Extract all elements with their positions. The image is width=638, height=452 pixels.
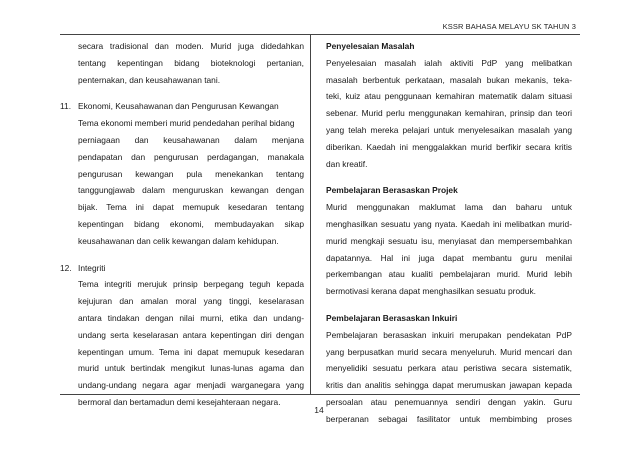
text-line: penternakan, dan keusahawanan tani.	[78, 74, 221, 85]
text-line: Murid menggunakan maklumat lama dan baharu untuk	[326, 202, 572, 213]
section-pembelajaran-projek	[326, 182, 572, 300]
section-number: 12.	[60, 262, 72, 273]
column-divider	[310, 34, 311, 394]
text-line: secara tradisional dan moden. Murid juga didedahkan	[78, 41, 304, 51]
section-penyelesaian-masalah	[326, 38, 572, 172]
text-line: murid mengkaji sesuatu isu, menyiasat dan mempersembahkan	[326, 235, 572, 246]
text-line: yang berpusatkan murid secara menyeluruh. Murid mencari dan	[326, 346, 572, 357]
section-title: Ekonomi, Keusahawanan dan Pengurusan Kewangan	[78, 101, 279, 112]
text-line: menyelidiki sesuatu perkara atau peristiwa secara sistematik,	[326, 363, 572, 374]
section-title: Pembelajaran Berasaskan Projek	[326, 185, 458, 196]
text-line: pendapatan dan pengurusan perdagangan, manakala	[78, 151, 304, 162]
text-line: masalah berbentuk perkataan, masalah bukan mekanis, teka-	[326, 74, 572, 85]
text-line: sebenar. Murid perlu menggunakan kemahiran, prinsip dan teori	[326, 108, 572, 119]
text-line: keusahawanan dan celik kewangan dalam kehidupan.	[78, 235, 279, 246]
text-line: Tema ekonomi memberi murid pendedahan perihal bidang	[78, 118, 295, 129]
text-line: murid untuk bertindak mengikut lunas-lunas agama dan	[78, 363, 304, 374]
text-line: perkembangan atau kualiti pembelajaran murid. Murid lebih	[326, 269, 572, 280]
right-column	[326, 38, 572, 428]
running-header: KSSR BAHASA MELAYU SK TAHUN 3	[442, 22, 576, 31]
section-body	[60, 115, 304, 249]
intro-paragraph	[60, 38, 304, 88]
section-number: 11.	[60, 101, 72, 112]
left-column	[60, 38, 304, 411]
header-rule	[60, 34, 580, 35]
text-line: kepentingan umum. Tema ini dapat memupuk kesedaran	[78, 346, 304, 357]
text-line: dapatannya. Hal ini juga dapat membantu guru menilai	[326, 252, 572, 263]
text-line: kejujuran dan amalan moral yang tinggi, keselarasan	[78, 296, 304, 307]
text-line: antara tindakan dengan nilai murni, etika dan undang-	[78, 312, 304, 323]
footer-rule	[60, 394, 580, 395]
text-line: Tema integriti merujuk prinsip berpegang teguh kepada	[78, 279, 304, 290]
text-line: yang telah mereka pelajari untuk menyelesaikan masalah yang	[326, 124, 572, 135]
text-line: menghasilkan sesuatu yang nyata. Kaedah ini melibatkan murid-	[326, 218, 572, 229]
text-line: bermotivasi kerana dapat menghasilkan sesuatu produk.	[326, 286, 536, 297]
text-line: kritis dan analitis sehingga dapat merumuskan jawapan kepada	[326, 380, 572, 391]
section-12	[60, 260, 304, 411]
section-title: Integriti	[78, 262, 106, 273]
text-line: Penyelesaian masalah ialah aktiviti PdP yang melibatkan	[326, 57, 572, 68]
section-heading	[60, 260, 304, 277]
section-title: Pembelajaran Berasaskan Inkuiri	[326, 312, 458, 323]
text-line: bijak. Tema ini dapat memupuk kesedaran tentang	[78, 202, 304, 213]
page-number: 14	[314, 405, 324, 415]
text-line: undang serta keselarasan antara kepentingan diri dengan	[78, 329, 304, 340]
text-line: undang-undang negara agar menjadi warganegara yang	[78, 380, 304, 391]
text-line: Pembelajaran berasaskan inkuiri merupakan pendekatan PdP	[326, 329, 572, 340]
section-11	[60, 98, 304, 249]
text-line: tentang kepentingan bidang bioteknologi pertanian,	[78, 57, 304, 68]
text-line: dan kreatif.	[326, 158, 368, 169]
text-line: diberikan. Kaedah ini menggalakkan murid berfikir secara kritis	[326, 141, 572, 152]
text-line: teki, kuiz atau penggunaan kemahiran matematik dalam situasi	[326, 91, 572, 102]
text-line: tanggungjawab dalam menguruskan kewangan dengan	[78, 185, 304, 196]
text-line: kepentingan bidang ekonomi, membudayakan sikap	[78, 218, 304, 229]
text-line: perniagaan dan keusahawanan dalam menjana	[78, 134, 304, 145]
text-line: berperanan sebagai fasilitator untuk membimbing proses	[326, 413, 572, 424]
text-line: bermoral dan bertamadun demi kesejahteraan negara.	[78, 396, 281, 407]
text-line: persoalan atau penemuannya sendiri dengan yakin. Guru	[326, 396, 572, 407]
text-line: pengurusan kewangan pula menekankan tentang	[78, 168, 304, 179]
section-heading	[60, 98, 304, 115]
section-body	[60, 276, 304, 410]
section-title: Penyelesaian Masalah	[326, 41, 415, 51]
